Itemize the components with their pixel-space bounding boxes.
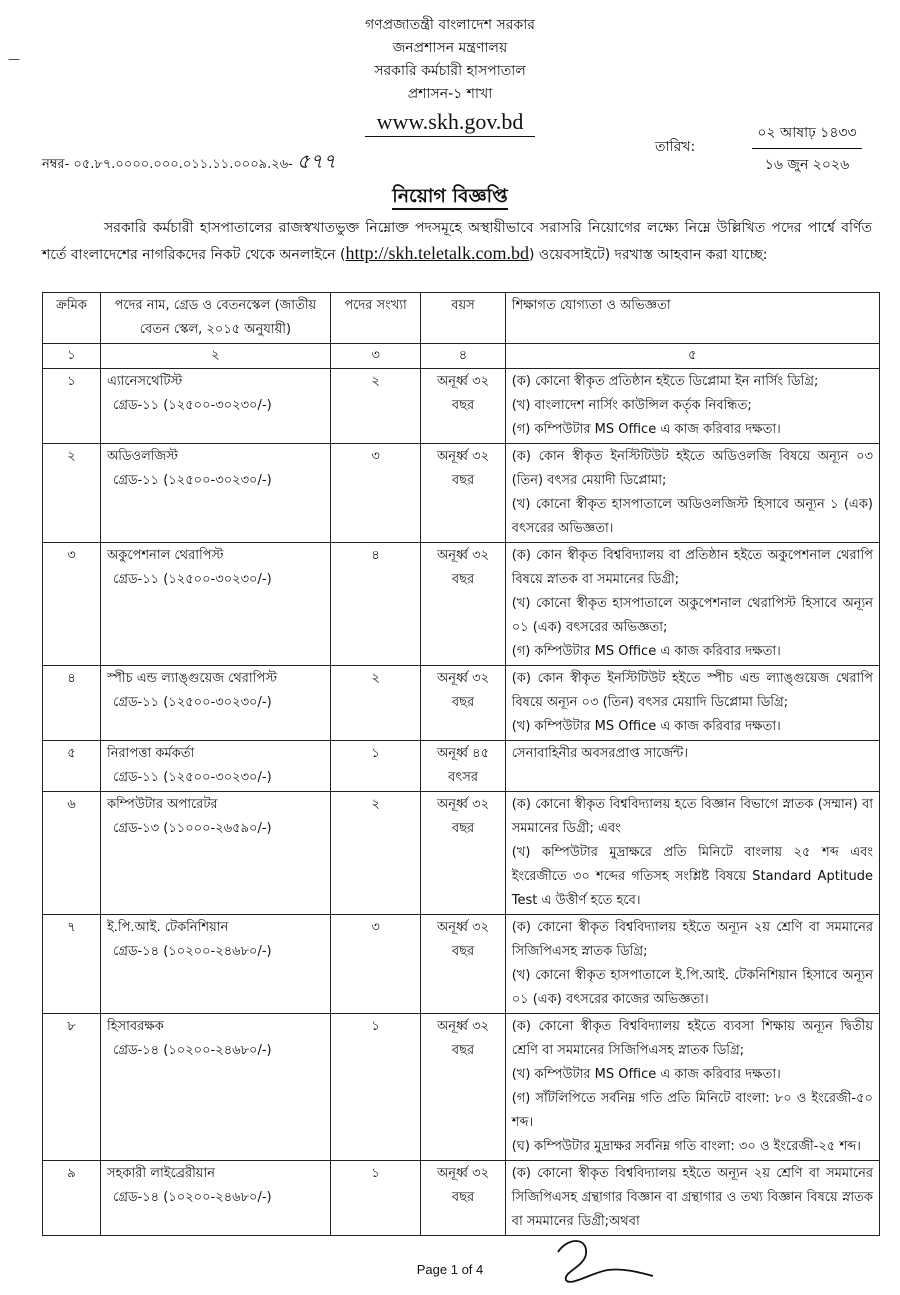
- row-count: [330, 1014, 421, 1161]
- row-post-line: গ্রেড-১১ (১২৫০০-৩০২৩০/-): [112, 770, 272, 785]
- row-qualification: [505, 741, 879, 792]
- date-box: [752, 121, 862, 177]
- teletalk-link[interactable]: http://skh.teletalk.com.bd: [345, 243, 529, 263]
- row-qualification-line: (গ) কম্পিউটার MS Office এ কাজ করিবার দক্ষতা।: [511, 644, 781, 659]
- row-serial-line: ৪: [67, 671, 76, 686]
- row-age-line: অনূর্ধ্ব ৩২ বছর: [437, 1019, 490, 1058]
- row-count: [330, 666, 421, 741]
- row-qualification: [505, 1161, 879, 1236]
- header-age: বয়স: [421, 293, 505, 344]
- row-qualification-line: (গ) কম্পিউটার MS Office এ কাজ করিবার দক্ষতা।: [511, 422, 781, 437]
- row-qualification-line: (খ) কোনো স্বীকৃত হাসপাতালে অডিওলজিস্ট হিসাবে অন্যূন ১ (এক) বৎসরের অভিজ্ঞতা।: [511, 497, 873, 536]
- row-post-line: অকুপেশনাল থেরাপিস্ট: [106, 548, 224, 563]
- table-row: [43, 741, 880, 792]
- header-post: পদের নাম, গ্রেড ও বেতনস্কেল (জাতীয় বেতন স্কেল, ২০১৫ অনুযায়ী): [100, 293, 330, 344]
- row-serial: [43, 666, 101, 741]
- row-qualification: [505, 666, 879, 741]
- row-qualification: [505, 1014, 879, 1161]
- margin-mark: —: [8, 52, 20, 66]
- row-post: [100, 369, 330, 444]
- column-number-row: [43, 344, 880, 369]
- row-count: [330, 444, 421, 543]
- intro-paragraph: [42, 216, 872, 268]
- ministry-name: জনপ্রশাসন মন্ত্রণালয়: [392, 40, 508, 56]
- row-post: [100, 915, 330, 1014]
- table-row: [43, 792, 880, 915]
- row-serial-line: ৭: [67, 920, 76, 935]
- row-age-line: অনূর্ধ্ব ৩২ বছর: [437, 1166, 490, 1205]
- row-count-line: ৩: [371, 449, 380, 464]
- header-qualification: শিক্ষাগত যোগ্যতা ও অভিজ্ঞতা: [505, 293, 879, 344]
- notice-title: [0, 182, 900, 214]
- row-qualification-line: (ক) কোনো স্বীকৃত বিশ্ববিদ্যালয় হইতে অন্যূন ২য় শ্রেণি বা সমমানের সিজিপিএসহ গ্রন্থাগার বিজ্ঞান বা গ্রন্থাগার ও তথ্য বিজ্ঞান বিষয়ে স্নাতক বা সমমানের ডিগ্রী;অথবা: [511, 1166, 873, 1229]
- intro-text-after: ) ওয়েবসাইটে) দরখাস্ত আহবান করা যাচ্ছে:: [528, 247, 768, 263]
- row-qualification-line: (ক) কোনো স্বীকৃত বিশ্ববিদ্যালয় হইতে অন্যূন ২য় শ্রেণি বা সমমানের সিজিপিএসহ স্নাতক ডিগ্রি;: [511, 920, 873, 959]
- row-count-line: ৪: [371, 548, 380, 563]
- intro-text-before: সরকারি কর্মচারী হাসপাতালের রাজস্বখাতভুক্ত নিম্নোক্ত পদসমূহে অস্থায়ীভাবে সরাসরি নিয়োগের লক্ষ্যে নিম্নে উল্লিখিত পদের পার্শ্বে বর্ণিত শর্তে বাংলাদেশের নাগরিকদের নিকট থেকে অনলাইনে (: [42, 220, 872, 263]
- row-post-line: গ্রেড-১১ (১২৫০০-৩০২৩০/-): [112, 572, 272, 587]
- recruitment-table: [42, 292, 880, 1236]
- table-row: [43, 666, 880, 741]
- row-post-line: গ্রেড-১৪ (১০২০০-২৪৬৮০/-): [112, 1043, 272, 1058]
- row-qualification: [505, 543, 879, 666]
- col-number: ৩: [330, 344, 421, 369]
- row-qualification-line: সেনাবাহিনীর অবসরপ্রাপ্ত সার্জেন্ট।: [511, 746, 689, 761]
- header-count: পদের সংখ্যা: [330, 293, 421, 344]
- document-header: [0, 14, 900, 137]
- website-link[interactable]: www.skh.gov.bd: [365, 108, 536, 137]
- col-number: ২: [100, 344, 330, 369]
- page-number: [0, 1262, 900, 1277]
- row-post: [100, 1014, 330, 1161]
- row-age: [421, 666, 505, 741]
- row-serial: [43, 1014, 101, 1161]
- row-qualification-line: (খ) কম্পিউটার MS Office এ কাজ করিবার দক্ষতা।: [511, 1067, 781, 1082]
- row-post-line: গ্রেড-১৪ (১০২০০-২৪৬৮০/-): [112, 944, 272, 959]
- table-row: [43, 369, 880, 444]
- row-qualification-line: (গ) সাঁটলিপিতে সর্বনিম্ন গতি প্রতি মিনিটে বাংলা: ৮০ ও ইংরেজী-৫০ শব্দ।: [511, 1091, 873, 1130]
- row-post-line: গ্রেড-১১ (১২৫০০-৩০২৩০/-): [112, 695, 272, 710]
- memo-number-text: নম্বর- ০৫.৮৭.০০০০.০০০.০১১.১১.০০০৯.২৬-: [42, 157, 293, 172]
- row-count: [330, 792, 421, 915]
- table-row: [43, 915, 880, 1014]
- notice-title-text: নিয়োগ বিজ্ঞপ্তি: [392, 185, 507, 210]
- row-age: [421, 1014, 505, 1161]
- row-qualification-line: (খ) কম্পিউটার মুদ্রাক্ষরে প্রতি মিনিটে বাংলায় ২৫ শব্দ এবং ইংরেজীতে ৩০ শব্দের গতিসহ সংশ্লিষ্ট বিষয়ে Standard Aptitude Test এ উত্তীর্ণ হতে হবে।: [511, 845, 873, 908]
- row-qualification: [505, 915, 879, 1014]
- row-count: [330, 915, 421, 1014]
- section-name: প্রশাসন-১ শাখা: [407, 86, 493, 102]
- row-serial: [43, 1161, 101, 1236]
- row-qualification-line: (খ) বাংলাদেশ নার্সিং কাউন্সিল কর্তৃক নিবন্ধিত;: [511, 398, 752, 413]
- signature: [548, 1232, 658, 1287]
- page-number-text: Page 1 of 4: [416, 1262, 484, 1277]
- row-post-line: ই.পি.আই. টেকনিশিয়ান: [106, 920, 229, 935]
- memo-number: [42, 147, 336, 180]
- row-age-line: অনূর্ধ্ব ৪৫ বৎসর: [437, 746, 490, 785]
- row-qualification-line: (ক) কোনো স্বীকৃত বিশ্ববিদ্যালয় হইতে ব্যবসা শিক্ষায় অন্যূন দ্বিতীয় শ্রেণি বা সমমানের সিজিপিএসহ স্নাতক ডিগ্রি;: [511, 1019, 873, 1058]
- row-post-line: গ্রেড-১১ (১২৫০০-৩০২৩০/-): [112, 398, 272, 413]
- col-number: ১: [43, 344, 101, 369]
- row-age-line: অনূর্ধ্ব ৩২ বছর: [437, 797, 490, 836]
- row-serial-line: ৯: [67, 1166, 76, 1181]
- row-serial-line: ৮: [67, 1019, 76, 1034]
- date-bangla: ০২ আষাঢ় ১৪৩৩: [752, 121, 862, 149]
- table-row: [43, 444, 880, 543]
- row-serial: [43, 741, 101, 792]
- row-post-line: গ্রেড-১১ (১২৫০০-৩০২৩০/-): [112, 473, 272, 488]
- row-count-line: ২: [371, 671, 380, 686]
- row-post-line: গ্রেড-১৩ (১১০০০-২৬৫৯০/-): [112, 821, 272, 836]
- row-qualification: [505, 792, 879, 915]
- row-serial: [43, 792, 101, 915]
- row-count-line: ২: [371, 797, 380, 812]
- row-qualification-line: (ক) কোন স্বীকৃত ইনস্টিটিউট হইতে অডিওলজি বিষয়ে অন্যূন ০৩ (তিন) বৎসর মেয়াদী ডিপ্লোমা;: [511, 449, 873, 488]
- row-post-line: গ্রেড-১৪ (১০২০০-২৪৬৮০/-): [112, 1190, 272, 1205]
- row-qualification-line: (ক) কোন স্বীকৃত ইনস্টিটিউট হইতে স্পীচ এন্ড ল্যাঙ্গুয়েজ থেরাপি বিষয়ে অন্যূন ০৩ (তিন) বৎসর মেয়াদি ডিপ্লোমা ডিগ্রি;: [511, 671, 873, 710]
- row-post-line: এ্যানেসথেটিস্ট: [106, 374, 183, 389]
- row-qualification-line: (ক) কোনো স্বীকৃত বিশ্ববিদ্যালয় হতে বিজ্ঞান বিভাগে স্নাতক (সম্মান) বা সমমানের ডিগ্রী; এবং: [511, 797, 873, 836]
- row-qualification-line: (ঘ) কম্পিউটার মুদ্রাক্ষর সর্বনিম্ন গতি বাংলা: ৩০ ও ইংরেজী-২৫ শব্দ।: [511, 1139, 861, 1154]
- row-age: [421, 369, 505, 444]
- row-post: [100, 444, 330, 543]
- row-post-line: নিরাপত্তা কর্মকর্তা: [106, 746, 195, 761]
- row-count-line: ১: [371, 746, 380, 761]
- row-count: [330, 369, 421, 444]
- row-age: [421, 543, 505, 666]
- row-serial-line: ৬: [67, 797, 76, 812]
- row-qualification-line: (খ) কোনো স্বীকৃত হাসপাতালে অকুপেশনাল থেরাপিস্ট হিসাবে অন্যূন ০১ (এক) বৎসরের অভিজ্ঞতা;: [511, 596, 873, 635]
- header-serial: ক্রমিক: [43, 293, 101, 344]
- row-age: [421, 741, 505, 792]
- row-post-line: হিসাবরক্ষক: [106, 1019, 164, 1034]
- row-qualification: [505, 444, 879, 543]
- govt-name: গণপ্রজাতন্ত্রী বাংলাদেশ সরকার: [365, 17, 535, 33]
- row-age-line: অনূর্ধ্ব ৩২ বছর: [437, 671, 490, 710]
- row-qualification-line: (ক) কোন স্বীকৃত বিশ্ববিদ্যালয় বা প্রতিষ্ঠান হইতে অকুপেশনাল থেরাপি বিষয়ে স্নাতক বা সমমানের ডিগ্রী;: [511, 548, 873, 587]
- row-qualification-line: (খ) কম্পিউটার MS Office এ কাজ করিবার দক্ষতা।: [511, 719, 781, 734]
- row-age: [421, 792, 505, 915]
- col-number: ৫: [505, 344, 879, 369]
- row-post-line: স্পীচ এন্ড ল্যাঙ্গুয়েজ থেরাপিস্ট: [106, 671, 278, 686]
- row-post: [100, 666, 330, 741]
- table-header-row: [43, 293, 880, 344]
- row-serial-line: ৩: [67, 548, 76, 563]
- row-serial-line: ৫: [67, 746, 76, 761]
- row-age-line: অনূর্ধ্ব ৩২ বছর: [437, 920, 490, 959]
- hospital-name: সরকারি কর্মচারী হাসপাতাল: [374, 63, 526, 79]
- row-age-line: অনূর্ধ্ব ৩২ বছর: [437, 449, 490, 488]
- row-age-line: অনূর্ধ্ব ৩২ বছর: [437, 374, 490, 413]
- date-label: তারিখ:: [655, 139, 696, 155]
- row-count: [330, 543, 421, 666]
- row-post: [100, 1161, 330, 1236]
- row-post: [100, 543, 330, 666]
- row-serial-line: ২: [67, 449, 76, 464]
- row-post: [100, 741, 330, 792]
- date-english: ১৬ জুন ২০২৬: [764, 157, 850, 173]
- row-post-line: অডিওলজিস্ট: [106, 449, 178, 464]
- table-row: [43, 1014, 880, 1161]
- row-count-line: ১: [371, 1019, 380, 1034]
- row-qualification-line: (ক) কোনো স্বীকৃত প্রতিষ্ঠান হইতে ডিপ্লোমা ইন নার্সিং ডিগ্রি;: [511, 374, 819, 389]
- row-count: [330, 741, 421, 792]
- row-age: [421, 1161, 505, 1236]
- row-age-line: অনূর্ধ্ব ৩২ বছর: [437, 548, 490, 587]
- table-row: [43, 1161, 880, 1236]
- row-count-line: ৩: [371, 920, 380, 935]
- row-serial-line: ১: [67, 374, 76, 389]
- row-count: [330, 1161, 421, 1236]
- col-number: ৪: [421, 344, 505, 369]
- row-count-line: ১: [371, 1166, 380, 1181]
- row-serial: [43, 543, 101, 666]
- row-qualification: [505, 369, 879, 444]
- row-post-line: সহকারী লাইব্রেরীয়ান: [106, 1166, 215, 1181]
- row-post: [100, 792, 330, 915]
- row-age: [421, 444, 505, 543]
- row-serial: [43, 369, 101, 444]
- row-post-line: কম্পিউটার অপারেটর: [106, 797, 218, 812]
- row-count-line: ২: [371, 374, 380, 389]
- row-serial: [43, 915, 101, 1014]
- table-body: [43, 369, 880, 1236]
- row-serial: [43, 444, 101, 543]
- table-row: [43, 543, 880, 666]
- memo-handwritten-number: ৫৭৭: [296, 149, 336, 173]
- row-age: [421, 915, 505, 1014]
- row-qualification-line: (খ) কোনো স্বীকৃত হাসপাতালে ই.পি.আই. টেকনিশিয়ান হিসাবে অন্যূন ০১ (এক) বৎসরের কাজের অভিজ্ঞতা।: [511, 968, 873, 1007]
